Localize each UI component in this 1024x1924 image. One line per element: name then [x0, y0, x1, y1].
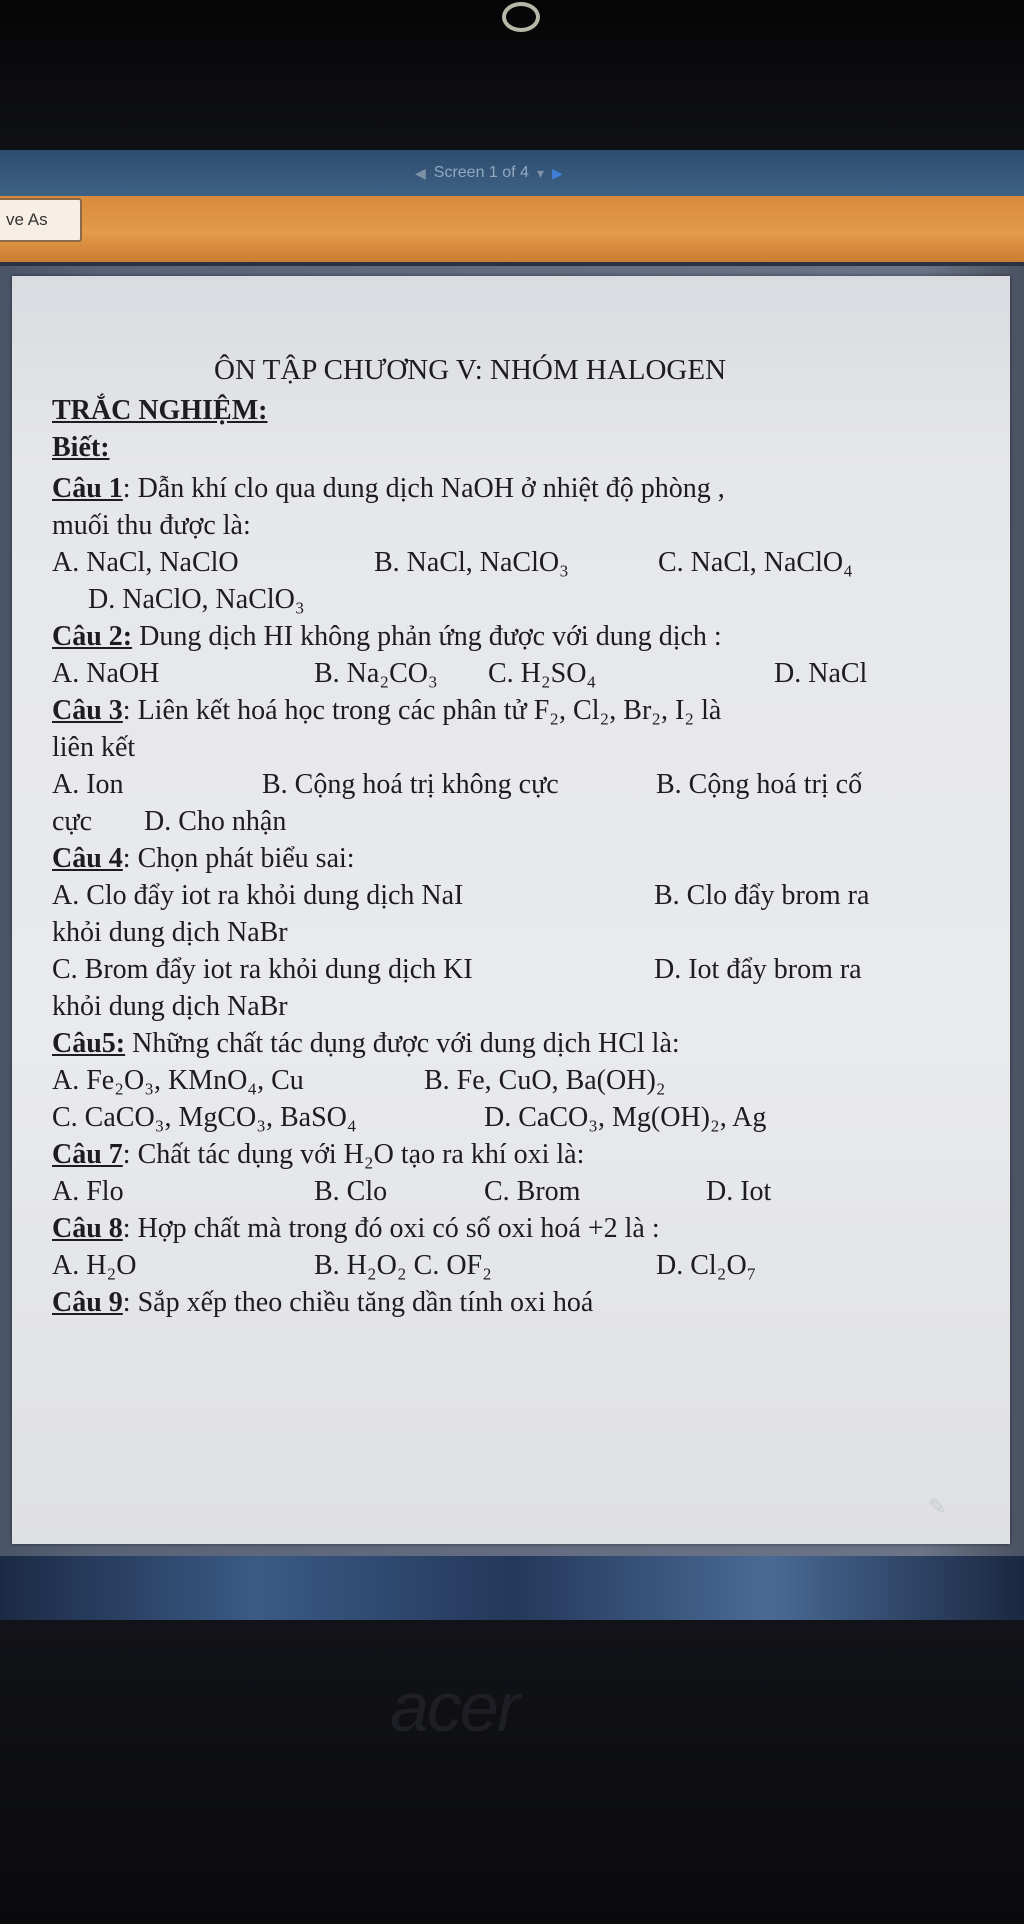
option-c: C. H₂SO₄ — [488, 658, 597, 689]
option-d: D. Iot — [706, 1176, 772, 1207]
question-7 — [52, 1136, 952, 1173]
document-content — [52, 352, 952, 1321]
question-text-continued: muối thu được là: — [52, 510, 251, 541]
previous-screen-icon[interactable]: ◀ — [415, 164, 426, 181]
option-b: B. NaCl, NaClO₃ — [374, 547, 569, 578]
question-label: Câu 9 — [52, 1287, 123, 1318]
option-c: C. Brom đẩy iot ra khỏi dung dịch KI — [52, 954, 473, 985]
question-text: Dung dịch HI không phản ứng được với dung dịch : — [132, 621, 722, 652]
laptop-bezel-bottom — [0, 1620, 1024, 1924]
question-4 — [52, 840, 952, 877]
option-a: A. H₂O — [52, 1250, 137, 1281]
question-text: Những chất tác dụng được với dung dịch HCl là: — [125, 1028, 680, 1059]
save-as-button[interactable]: ve As — [0, 198, 82, 242]
reading-toolbar — [0, 196, 1024, 264]
desktop-background-strip — [0, 1556, 1024, 1622]
option-a: A. Ion — [52, 769, 124, 800]
question-label: Câu 8 — [52, 1213, 123, 1244]
option-d-continued: khỏi dung dịch NaBr — [52, 991, 288, 1022]
option-a: A. Clo đẩy iot ra khỏi dung dịch NaI — [52, 880, 464, 911]
option-d: D. NaClO, NaClO₃ — [88, 584, 305, 615]
pen-cursor-icon: ✎ — [928, 1494, 947, 1519]
option-b-continued: khỏi dung dịch NaBr — [52, 917, 288, 948]
option-d: D. Cho nhận — [144, 806, 287, 837]
question-text: : Chọn phát biểu sai: — [122, 843, 355, 874]
option-a: A. Fe₂O₃, KMnO₄, Cu — [52, 1065, 304, 1096]
option-b: B. Na₂CO₃ — [314, 658, 438, 689]
screen-dropdown-icon[interactable]: ▾ — [536, 164, 544, 181]
option-d: D. NaCl — [774, 658, 868, 689]
question-text: : Sắp xếp theo chiều tăng dần tính oxi hoá — [122, 1287, 594, 1318]
next-screen-icon[interactable]: ▶ — [551, 164, 563, 181]
question-text: : Hợp chất mà trong đó oxi có số oxi hoá +2 là : — [122, 1213, 660, 1244]
question-text: : Liên kết hoá học trong các phân tử F₂, Cl₂, Br₂, I₂ là — [122, 695, 722, 726]
question-9 — [52, 1284, 952, 1321]
screen-indicator-label: Screen 1 of 4 — [433, 164, 529, 181]
question-5 — [52, 1025, 952, 1062]
section-heading: TRẮC NGHIỆM: — [52, 395, 268, 426]
option-b: B. Fe, CuO, Ba(OH)₂ — [424, 1065, 666, 1096]
question-label: Câu 7 — [52, 1139, 123, 1170]
question-text: : Chất tác dụng với H₂O tạo ra khí oxi là: — [122, 1139, 585, 1170]
option-a: A. NaOH — [52, 658, 160, 689]
question-text: : Dẫn khí clo qua dung dịch NaOH ở nhiệt độ phòng , — [122, 473, 725, 504]
option-b: B. Cộng hoá trị không cực — [262, 769, 559, 800]
option-c: C. Brom — [484, 1176, 581, 1207]
question-label: Câu5: — [52, 1028, 126, 1059]
question-2 — [52, 618, 952, 655]
question-3 — [52, 692, 952, 729]
option-c: C. CaCO₃, MgCO₃, BaSO₄ — [52, 1102, 357, 1133]
subsection-heading: Biết: — [52, 432, 110, 463]
option-a: A. Flo — [52, 1176, 124, 1207]
page-title: ÔN TẬP CHƯƠNG V: NHÓM HALOGEN — [214, 354, 727, 386]
option-b: B. Clo — [314, 1176, 388, 1207]
webcam-icon — [502, 2, 540, 32]
brand-logo: acer — [390, 1668, 519, 1746]
option-d: D. Iot đẩy brom ra — [654, 954, 862, 985]
question-text-continued: liên kết — [52, 732, 136, 763]
question-label: Câu 4 — [52, 843, 123, 874]
option-b: B. Clo đẩy brom ra — [654, 880, 870, 911]
option-d: D. CaCO₃, Mg(OH)₂, Ag — [484, 1102, 767, 1133]
option-continued: cực — [52, 806, 93, 837]
question-label: Câu 2: — [52, 621, 133, 652]
option-d: D. Cl₂O₇ — [656, 1250, 757, 1281]
question-1 — [52, 470, 952, 507]
option-c: C. NaCl, NaClO₄ — [658, 547, 853, 578]
question-label: Câu 1 — [52, 473, 123, 504]
option-b-2: B. Cộng hoá trị cố — [656, 769, 863, 800]
question-8 — [52, 1210, 952, 1247]
screen-navigator[interactable] — [415, 158, 563, 188]
question-label: Câu 3 — [52, 695, 123, 726]
option-a: A. NaCl, NaClO — [52, 547, 239, 578]
option-b: B. H₂O₂ C. OF₂ — [314, 1250, 492, 1281]
